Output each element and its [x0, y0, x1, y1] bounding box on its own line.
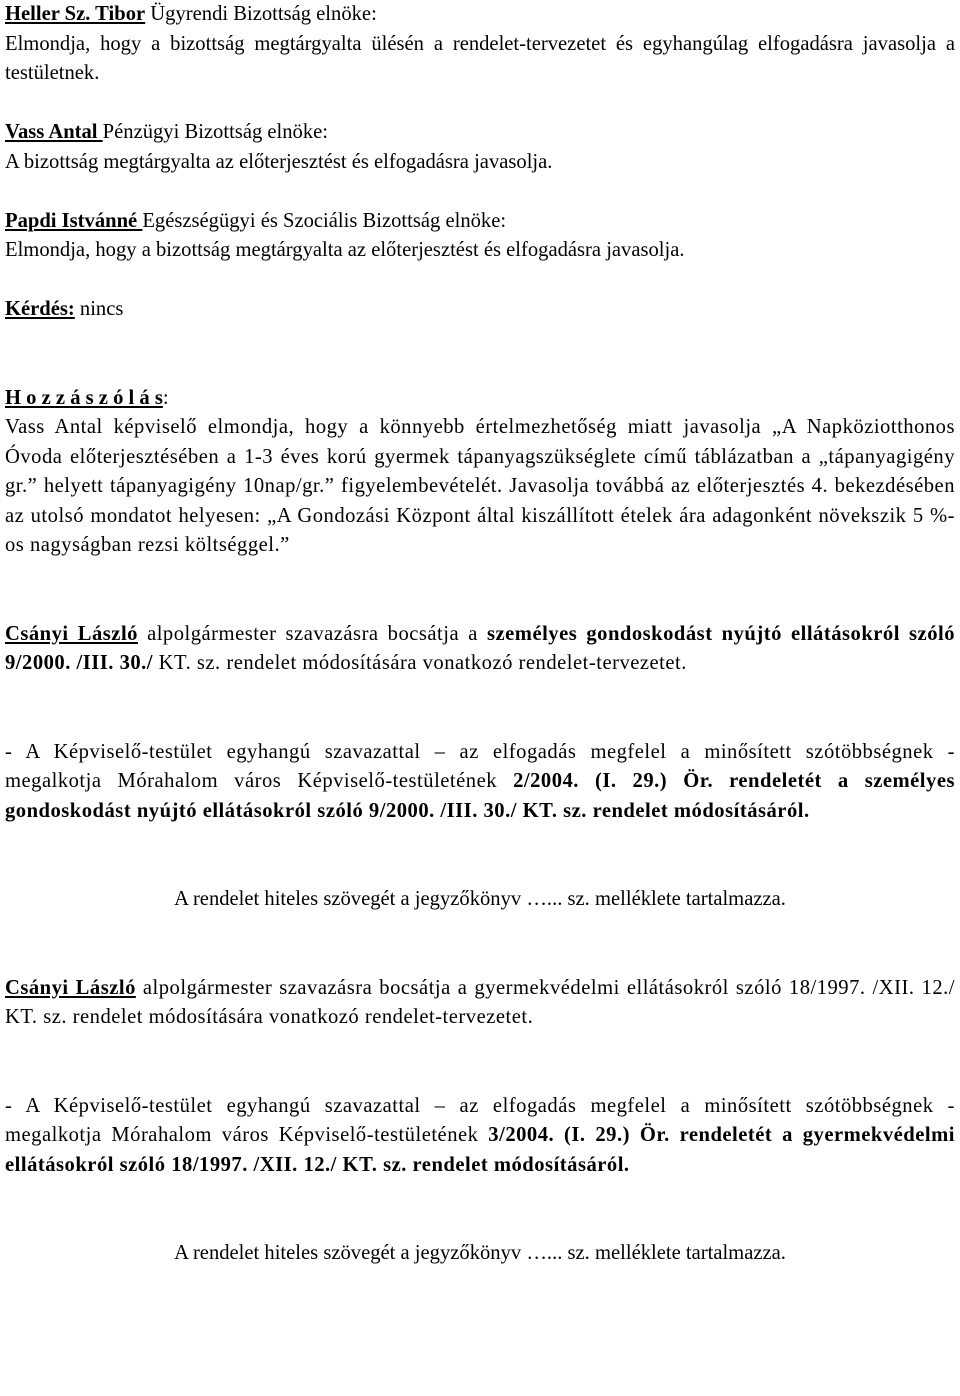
- speaker-role: Egészségügyi és Szociális Bizottság elnöke:: [142, 209, 507, 232]
- vote2-paragraph: [5, 974, 955, 1033]
- result1-bold: 2/2004. (I. 29.) Ör. rendeletét a személyes gondoskodást nyújtó ellátásokról szóló 9/2000. /III. 30./ KT. sz. rendelet módosításáról.: [5, 770, 955, 822]
- result2-pre: - A Képviselő-testület egyhangú szavazattal – az elfogadás megfelel a minősített szótöbbségnek - megalkotja Mórahalom város Képviselő-testületének: [5, 1094, 955, 1146]
- result2-bold: 3/2004. (I. 29.) Ör. rendeletét a gyermekvédelmi ellátásokról szóló 18/1997. /XII. 12./ KT. sz. rendelet módosításáról.: [5, 1124, 955, 1176]
- comment-colon: :: [162, 386, 169, 409]
- document-page: [5, 0, 955, 1269]
- comment-heading: [5, 384, 955, 414]
- speaker-name: Heller Sz. Tibor: [5, 3, 146, 25]
- speaker-name: Vass Antal: [5, 121, 103, 143]
- question-line: [5, 295, 955, 325]
- vote2-text: alpolgármester szavazásra bocsátja a gyermekvédelmi ellátásokról szóló 18/1997. /XII. 12./ KT. sz. rendelet módosítására vonatkozó rendelet-tervezetet.: [5, 976, 955, 1028]
- vass-heading: [5, 118, 955, 148]
- result1-pre: - A Képviselő-testület egyhangú szavazattal – az elfogadás megfelel a minősített szótöbbségnek - megalkotja Mórahalom város Képviselő-testületének: [5, 740, 955, 792]
- heller-heading: [5, 0, 955, 30]
- speaker-role: Pénzügyi Bizottság elnöke:: [102, 121, 329, 143]
- note1: A rendelet hiteles szövegét a jegyzőkönyv …... sz. melléklete tartalmazza.: [174, 888, 786, 910]
- papdi-statement: Elmondja, hogy a bizottság megtárgyalta az előterjesztést és elfogadásra javasolja.: [5, 239, 685, 261]
- papdi-heading: [5, 207, 955, 237]
- speaker-name: Csányi László: [5, 976, 136, 999]
- result2-paragraph: [5, 1092, 955, 1181]
- vote1-post: KT. sz. rendelet módosítására vonatkozó rendelet-tervezetet.: [153, 652, 687, 674]
- heller-statement: Elmondja, hogy a bizottság megtárgyalta ülésén a rendelet-tervezetet és egyhangúlag elfogadásra javasolja a testületnek.: [5, 32, 955, 84]
- speaker-name: Csányi László: [5, 622, 138, 645]
- vass-statement: A bizottság megtárgyalta az előterjesztést és elfogadásra javasolja.: [5, 150, 553, 173]
- comment-text: Vass Antal képviselő elmondja, hogy a könnyebb értelmezhetőség miatt javasolja „A Napköziotthonos Óvoda előterjesztésében a 1-3 éves korú gyermek tápanyagszükséglete című táblázatban a „tápanyagigény gr.” helyett tápanyagigény 10nap/gr.” figyelembevételét. Javasolja továbbá az előterjesztés 4. bekezdésében az utolsó mondatot helyesen: „A Gondozási Központ által kiszállított ételek ára adagonként növekszik 5 %-os nagyságban rezsi költséggel.”: [5, 416, 955, 556]
- comment-label: H o z z á s z ó l á s: [5, 386, 163, 409]
- vote1-bold: személyes gondoskodást nyújtó ellátásokról szóló 9/2000. /III. 30./: [5, 622, 956, 674]
- vote1-paragraph: [5, 620, 955, 679]
- note2: A rendelet hiteles szövegét a jegyzőkönyv …... sz. melléklete tartalmazza.: [174, 1242, 786, 1264]
- speaker-name: Papdi Istvánné: [5, 209, 143, 232]
- question-value: nincs: [74, 298, 124, 320]
- vote1-pre: alpolgármester szavazásra bocsátja a: [137, 622, 487, 645]
- result1-paragraph: [5, 738, 955, 827]
- speaker-role: Ügyrendi Bizottság elnöke:: [145, 3, 377, 25]
- question-label: Kérdés:: [5, 298, 75, 320]
